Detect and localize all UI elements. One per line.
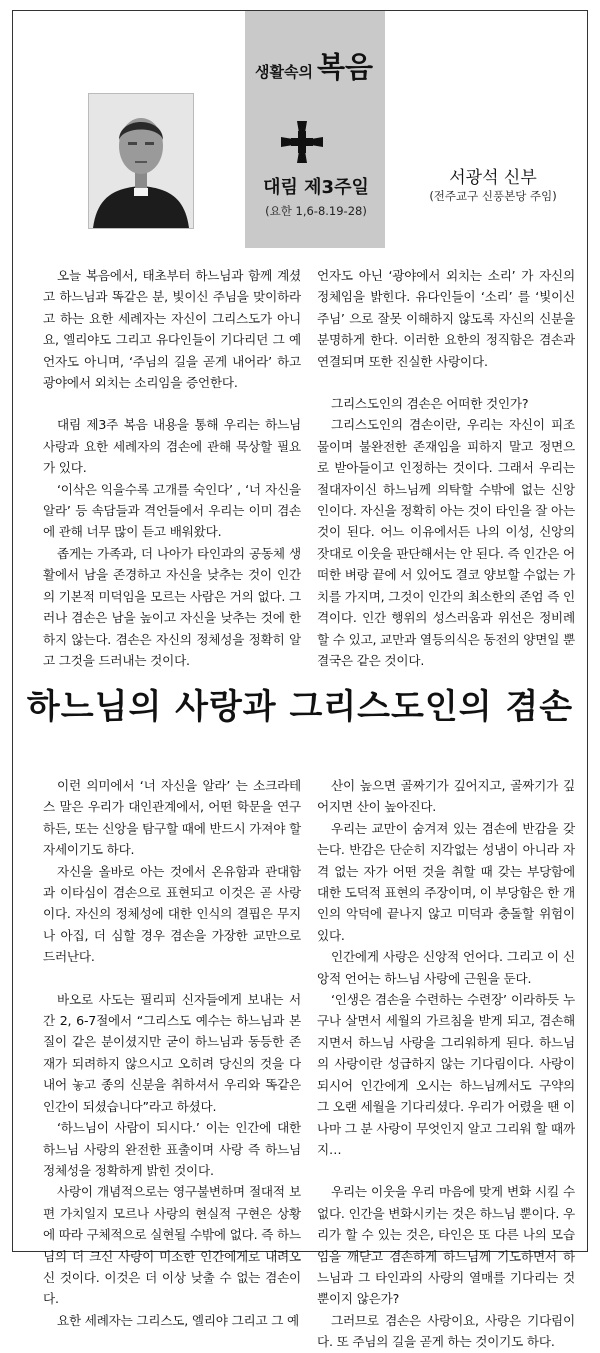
paragraph: ‘인생은 겸손을 수련하는 수련장’ 이라하듯 누구나 살면서 세월의 가르침을 받게 되고, 겸손해지면서 하느님 사랑을 그리워하게 된다. 하느님의 사랑이란 성급하지 않는 기다림이다. 사랑이 되시어 인간에게 오시는 하느님께서도 구약의 그 오랜 세월을 기다리셨다. 우리가 어렸을 땐 이나마 그 분 사랑이 무엇인지 알고 그리워 할 때까지…: [317, 992, 575, 1157]
paragraph: 요한 세례자는 그리스도, 엘리야 그리고 그 예: [57, 1312, 300, 1328]
paragraph: 오늘 복음에서, 태초부터 하느님과 함께 계셨고 하느님과 똑같은 분, 빛이신 주님을 맞이하라고 하는 요한 세례자는 자신이 그리스도가 아니요, 엘리야도 그리고 유다인들이 기다리던 그 예언자도 아니며, ‘주님의 길을 곧게 내어라’ 하고 광야에서 외치는 소리임을 증언한다.: [43, 268, 301, 391]
paragraph: 우리는 교만이 숨겨져 있는 겸손에 반감을 갖는다. 반감은 단순히 지각없는 성냄이 아니라 자격 없는 자가 어떤 것을 취할 때 갖는 부당함에 대한 도덕적 표현의 주장이며, 이 부당함은 한 개인의 악덕에 끝나지 않고 미덕과 충돌할 위험이 있다.: [317, 820, 575, 943]
section-question: 그리스도인의 겸손은 어떠한 것인가?: [331, 396, 529, 412]
author-affiliation: (전주교구 신풍본당 주임): [429, 189, 557, 203]
paragraph: 언자도 아닌 ‘광야에서 외치는 소리’ 가 자신의 정체임을 밝힌다. 유다인들이 ‘소리’ 를 ‘빛이신 주님’ 으로 잘못 이해하지 않도록 자신의 신분을 분명하게 한다. 이러한 요한의 정직함은 겸손과 연결되며 또한 진실한 사랑이다.: [317, 268, 575, 369]
article-frame: [12, 10, 588, 1350]
bottom-right-column: [317, 775, 575, 1353]
article-header: [13, 11, 587, 251]
paragraph: 인간에게 사랑은 신앙적 언어다. 그리고 이 신앙적 언어는 하느님 사랑에 근원을 둔다.: [317, 949, 575, 986]
top-left-column: [43, 265, 301, 671]
series-title-small: 생활속의: [255, 63, 313, 81]
paragraph: 대림 제3주 복음 내용을 통해 우리는 하느님 사랑과 요한 세례자의 겸손에 관해 묵상할 필요가 있다.: [43, 417, 301, 476]
series-title: [229, 45, 399, 86]
cross-icon: [279, 119, 325, 165]
article-headline: 하느님의 사랑과 그리스도인의 겸손: [26, 687, 574, 727]
paragraph: ‘이삭은 익을수록 고개를 숙인다’ , ‘너 자신을 알라’ 등 속담들과 격언들에서 우리는 이미 겸손에 관해 너무 많이 듣고 배워왔다.: [43, 481, 301, 540]
priest-portrait-image: [89, 94, 193, 228]
top-right-column: [317, 265, 575, 671]
author-photo: [88, 93, 194, 229]
paragraph: 이런 의미에서 ‘너 자신을 알라’ 는 소크라테스 말은 우리가 대인관계에서, 어떤 학문을 연구하든, 또는 신앙을 탐구할 때에 반드시 가져야 할 자세이기도 하다.: [43, 778, 301, 858]
bottom-left-column: [43, 775, 301, 1331]
author-name: 서광석 신부: [449, 168, 537, 188]
series-title-big: 복음: [316, 50, 373, 84]
paragraph: 사랑이 개념적으로는 영구불변하며 절대적 보편 가치일지 모르나 사랑의 현실적 구현은 상황에 따라 구체적으로 실현될 수밖에 없다. 즉 하느님의 더 크신 사랑이 미소한 인간에게로 내려오신 것이다. 이것은 더 이상 낮출 수 없는 겸손이다.: [43, 1184, 301, 1307]
paragraph: 좁게는 가족과, 더 나아가 타인과의 공동체 생활에서 남을 존경하고 자신을 낮추는 것이 인간의 기본적 미덕임을 모르는 사람은 거의 없다. 그러나 겸손은 남을 높이고 자신을 낮추는 것에 한하지 않는다. 겸손은 자신의 정체성을 정확히 알고 그것을 드러내는 것이다.: [43, 545, 301, 668]
paragraph: ‘하느님이 사람이 되시다.’ 이는 인간에 대한 하느님 사랑의 완전한 표출이며 사랑 즉 하느님 정체성을 정확하게 밝힌 것이다.: [43, 1120, 301, 1178]
liturgical-week-title: 대림 제3주일: [263, 177, 369, 198]
paragraph: 우리는 이웃을 우리 마음에 맞게 변화 시킬 수 없다. 인간을 변화시키는 것은 하느님 뿐이다. 우리가 할 수 있는 것은, 타인은 또 다른 나의 모습임을 깨닫고 겸손하게 하느님께 기도하면서 하느님과 그 타인과의 사랑의 열매를 기다리는 것뿐이지 않은가?: [317, 1184, 575, 1307]
paragraph: 그리스도인의 겸손이란, 우리는 자신이 피조물이며 불완전한 존재임을 피하지 말고 정면으로 받아들이고 인정하는 것이다. 그래서 우리는 절대자이신 하느님께 의탁할 수밖에 없는 신앙인이다. 자신을 정확히 아는 것이 타인을 잘 아는 것이 된다. 어느 이유에서든 나의 이성, 신앙의 잣대로 이웃을 판단해서는 안 된다. 즉 인간은 어떠한 벼랑 끝에 서 있어도 결코 양보할 수없는 가치를 가지며, 그것이 인간의 최소한의 존엄 즉 인격이다. 인간 행위의 성스러움과 위선은 정비례할 수 있고, 교만과 열등의식은 동전의 양면일 뿐 결국은 같은 것이다.: [317, 417, 575, 668]
paragraph: 자신을 올바로 아는 것에서 온유함과 관대함과 이타심이 겸손으로 표현되고 이것은 곧 사랑이다. 자신의 정체성에 대한 인식의 결핍은 무지나 아집, 더 심할 경우 겸손을 가장한 교만으로 드러난다.: [43, 863, 301, 965]
paragraph: 바오로 사도는 필리피 신자들에게 보내는 서간 2, 6-7절에서 “그리스도 예수는 하느님과 본질이 같은 분이셨지만 굳이 하느님과 동등한 존재가 되려하지 않으시고 오히려 당신의 것을 다 내어 놓고 종의 신분을 취하셔서 우리와 똑같은 인간이 되셨습니다”라고 하셨다.: [43, 991, 301, 1114]
paragraph: 그러므로 겸손은 사랑이요, 사랑은 기다림이다. 또 주님의 길을 곧게 하는 것이기도 하다.: [317, 1312, 575, 1350]
paragraph: 산이 높으면 골짜기가 깊어지고, 골짜기가 깊어지면 산이 높아진다.: [317, 778, 575, 815]
scripture-reference: (요한 1,6-8.19-28): [265, 204, 367, 218]
